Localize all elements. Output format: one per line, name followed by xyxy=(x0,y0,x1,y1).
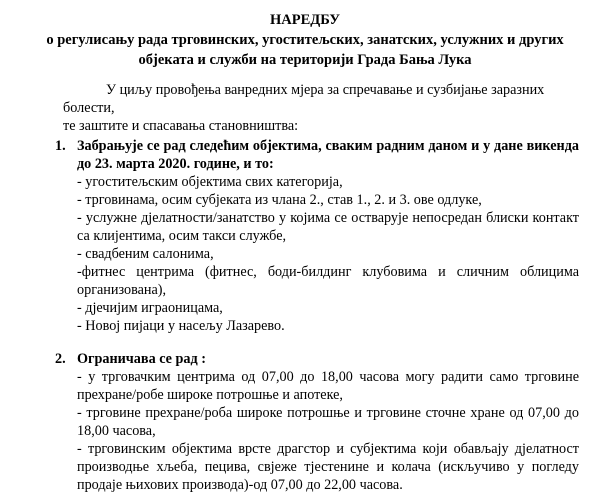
intro-paragraph xyxy=(63,81,588,135)
section-1-item: - услужне дјелатности/занатство у којима се остварује непосредан блиски контакт xyxy=(77,210,579,226)
title-subject-line-1: о регулисању рада трговинских, угоститељских, занатских, услужних и других xyxy=(46,32,564,48)
section-2-item: прехране/робе широке потрошње и апотеке, xyxy=(77,387,343,403)
section-2-item: - трговине прехране/роба широке потрошње и трговине сточне хране од 07,00 до xyxy=(77,405,579,421)
section-2-heading: Ограничава се рад : xyxy=(77,351,206,367)
section-1-item: -фитнес центрима (фитнес, боди-билдинг клубовима и сличним облицима xyxy=(77,264,579,280)
section-2-number: 2. xyxy=(55,351,66,367)
section-1-item: - Новој пијаци у насељу Лазарево. xyxy=(77,318,285,334)
section-1-item: - угоститељским објектима свих категорија, xyxy=(77,174,343,190)
section-2-item: продаје њихових производа)-од 07,00 до 22,00 часова. xyxy=(77,477,403,493)
section-1-number: 1. xyxy=(55,138,66,154)
section-1-item: са клијентима, осим такси службе, xyxy=(77,228,287,244)
title-main: НАРЕДБУ xyxy=(270,12,340,28)
section-1-prohibition xyxy=(55,137,590,335)
section-2-item: 18,00 часова, xyxy=(77,423,156,439)
document-title xyxy=(0,10,610,70)
section-2-limitation xyxy=(55,350,590,494)
section-2-item: - трговинским објектима врсте драгстор и субјектима који обављају дјелатност xyxy=(77,441,579,457)
section-1-item: - свадбеним салонима, xyxy=(77,246,214,262)
section-1-item: - дјечијим играоницама, xyxy=(77,300,223,316)
title-subject-line-2: објеката и служби на територији Града Бања Лука xyxy=(138,52,472,68)
section-1-heading-line-1: Забрањује се рад следећим објектима, сваким радним даном и у дане викенда xyxy=(77,138,579,154)
section-1-item: - трговинама, осим субјеката из члана 2., став 1., 2. и 3. ове одлуке, xyxy=(77,192,482,208)
section-1-heading-line-2: до 23. марта 2020. године, и то: xyxy=(77,156,274,172)
section-1-item: организована), xyxy=(77,282,167,298)
intro-line-1: У циљу провођења ванредних мјера за спречавање и сузбијање заразних болести, xyxy=(63,82,545,116)
intro-line-2: те заштите и спасавања становништва: xyxy=(63,118,299,134)
section-2-item: производње хљеба, пецива, свјеже тјестенине и колача (искључиво у погледу xyxy=(77,459,579,475)
section-2-item: - у трговачким центрима од 07,00 до 18,00 часова могу радити само трговине xyxy=(77,369,579,385)
